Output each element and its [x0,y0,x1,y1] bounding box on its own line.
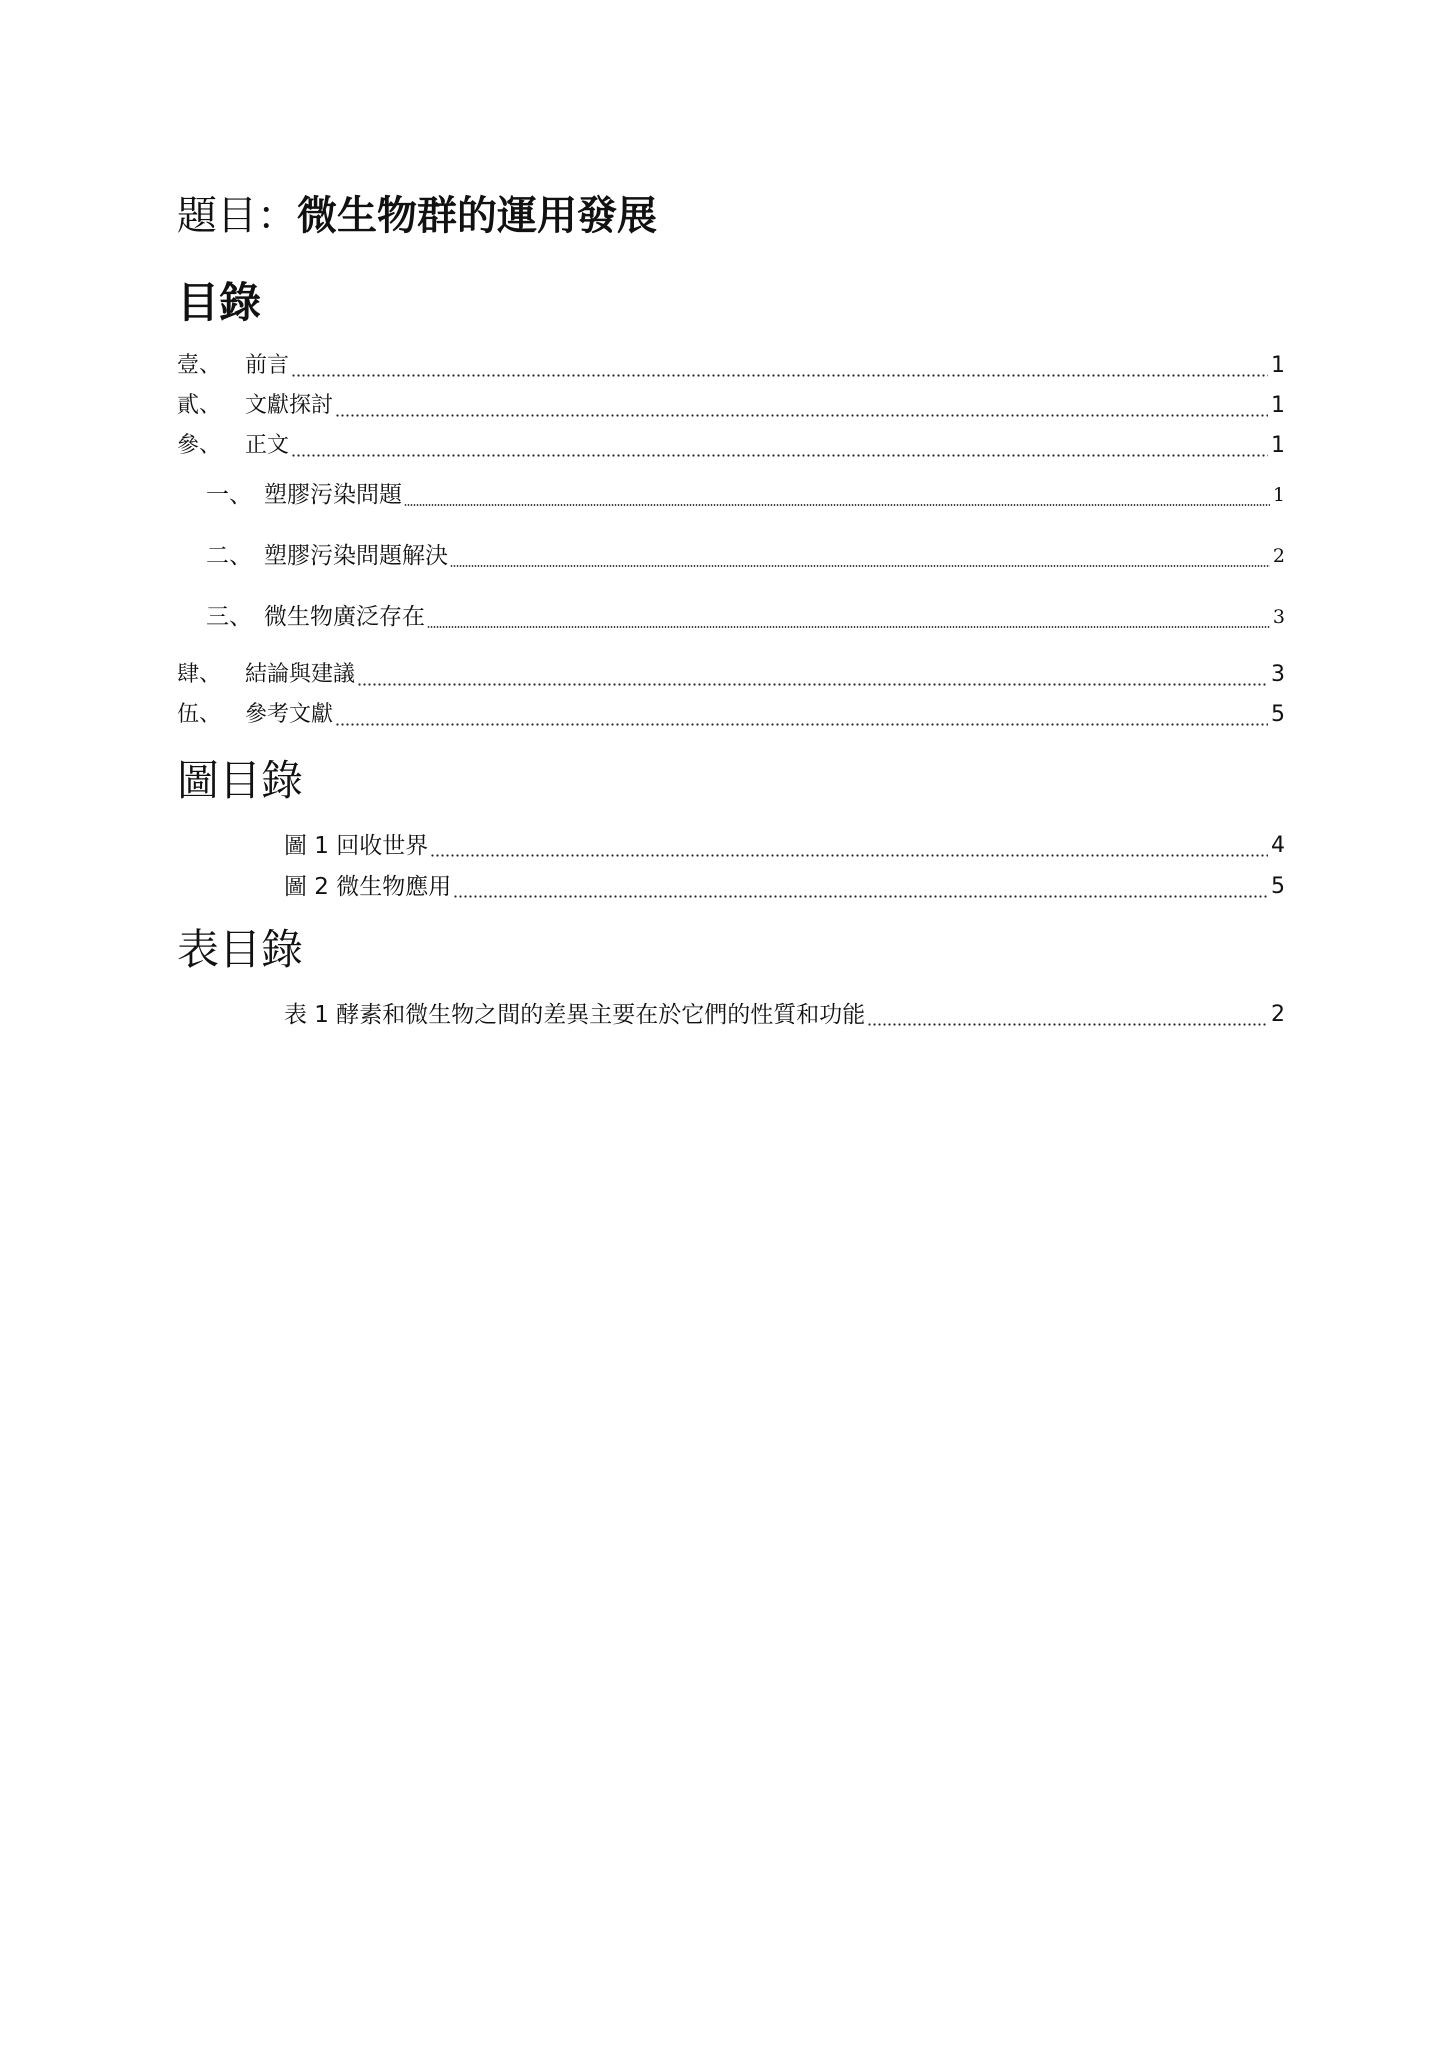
table-entry-label: 表 1 酵素和微生物之間的差異主要在於它們的性質和功能 [284,1002,866,1028]
table-entry-page: 2 [1271,1002,1285,1027]
toc-entry-label: 參考文獻 [245,702,334,727]
toc-subentry[interactable] [206,602,1285,632]
toc-entry-number: 一、 [206,482,252,508]
toc-entry-number: 壹、 [177,353,222,378]
toc-entry-number: 貳、 [177,393,222,418]
dot-leader [335,397,1268,421]
title-prefix: 題目： [177,193,297,239]
figure-entry-label: 圖 1 回收世界 [284,833,429,859]
toc-entry-number: 三、 [206,604,252,630]
toc-entry-page: 1 [1271,353,1285,378]
toc-subentry[interactable] [206,541,1285,571]
toc-entry-number: 伍、 [177,702,222,727]
toc-entry-label: 前言 [245,353,290,378]
figure-entry-page: 5 [1271,874,1285,899]
document-title [177,188,657,244]
toc-heading: 目錄 [177,278,262,327]
dot-leader [450,546,1270,571]
toc-entry-page: 1 [1272,484,1285,506]
dot-leader [404,485,1270,510]
toc-entry-label: 微生物廣泛存在 [264,604,425,630]
toc-entry[interactable] [177,351,1285,381]
toc-entry-number: 肆、 [177,662,222,687]
dot-leader [427,607,1270,632]
toc-entry[interactable] [177,700,1285,730]
toc-entry[interactable] [177,431,1285,461]
toc-entry-page: 1 [1271,433,1285,458]
figure-entry-label: 圖 2 微生物應用 [284,874,452,900]
figure-entry-page: 4 [1271,833,1285,858]
toc-entry-page: 3 [1271,662,1285,687]
title-main: 微生物群的運用發展 [297,193,657,239]
toc-subentry[interactable] [206,480,1285,510]
dot-leader [430,836,1268,861]
toc-entry-label: 塑膠污染問題 [264,482,402,508]
toc-entry-number: 參、 [177,433,222,458]
dot-leader [357,666,1268,690]
figure-entry[interactable] [284,872,1285,902]
toc-entry-page: 1 [1271,393,1285,418]
figure-entry[interactable] [284,831,1285,861]
dot-leader [291,437,1268,461]
dot-leader [867,1005,1268,1030]
toc-entry[interactable] [177,391,1285,421]
dot-leader [335,706,1268,730]
dot-leader [453,877,1268,902]
table-entry[interactable] [284,1000,1285,1030]
toc-entry-label: 結論與建議 [245,662,356,687]
toc-entry-page: 5 [1271,702,1285,727]
toc-entry-label: 正文 [245,433,290,458]
toc-entry-label: 文獻探討 [245,393,334,418]
dot-leader [291,357,1268,381]
toc-entry-number: 二、 [206,543,252,569]
toc-entry[interactable] [177,660,1285,690]
toc-entry-page: 3 [1272,606,1285,628]
toc-entry-label: 塑膠污染問題解決 [264,543,448,569]
figures-heading: 圖目錄 [177,756,304,805]
tables-heading: 表目錄 [177,925,304,974]
toc-entry-page: 2 [1272,545,1285,567]
